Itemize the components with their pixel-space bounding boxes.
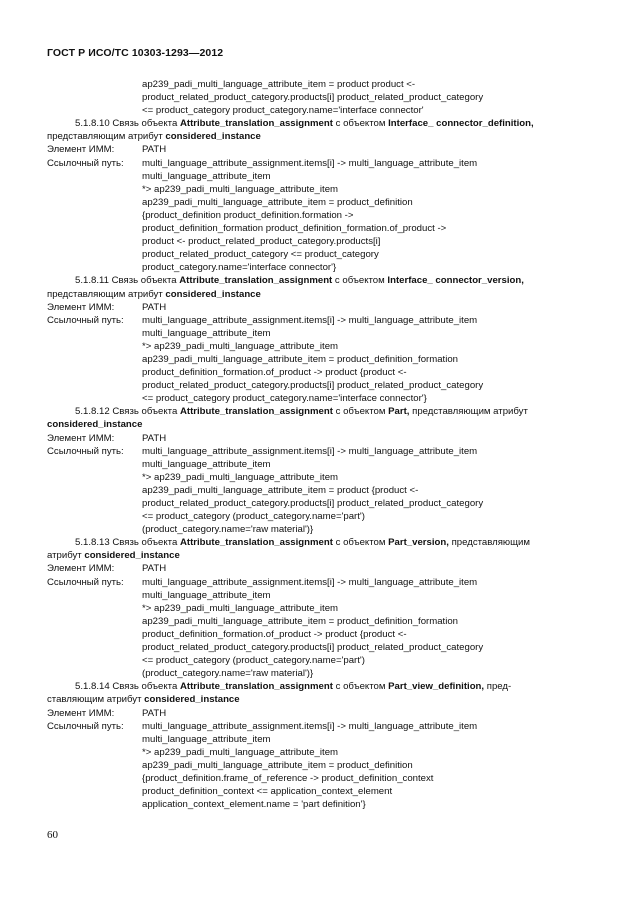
path-line: ap239_padi_multi_language_attribute_item = product_definition_formation [142,353,459,365]
section-heading: 5.1.8.12 Связь объекта Attribute_translation_assignment с объектом Part, представляющим атрибут [75,406,528,418]
section-heading-cont: представляющим атрибут considered_instance [47,288,261,300]
path-line: product_related_product_category <= product_category [142,249,379,261]
path-line: product_definition_formation.of_product -> product {product <- [142,628,407,640]
path-line: multi_language_attribute_item [142,589,271,601]
path-row: Ссылочный путь: multi_language_attribute_assignment.items[i] -> multi_language_attribute_item [47,576,478,588]
section-heading: 5.1.8.13 Связь объекта Attribute_translation_assignment с объектом Part_version, представляющим [75,537,530,549]
path-row: Ссылочный путь: multi_language_attribute_assignment.items[i] -> multi_language_attribute_item [47,157,478,169]
path-line: *> ap239_padi_multi_language_attribute_item [142,340,339,352]
path-line: product_definition_formation.of_product -> product {product <- [142,367,407,379]
section-heading-cont: ставляющим атрибут considered_instance [47,694,240,706]
path-row: Ссылочный путь: multi_language_attribute_assignment.items[i] -> multi_language_attribute_item [47,314,478,326]
path-line: product_definition_context <= application_context_element [142,786,393,798]
path-row: Ссылочный путь: multi_language_attribute_assignment.items[i] -> multi_language_attribute_item [47,720,478,732]
path-line: multi_language_attribute_item [142,733,271,745]
intro-line: product_related_product_category.products[i] product_related_product_category [142,92,484,104]
path-line: product_related_product_category.products[i] product_related_product_category [142,380,484,392]
path-line: {product_definition.frame_of_reference -> product_definition_context [142,772,434,784]
element-row: Элемент ИММ: PATH [47,301,167,313]
path-line: *> ap239_padi_multi_language_attribute_item [142,183,339,195]
element-row: Элемент ИММ: PATH [47,432,167,444]
path-line: <= product_category (product_category.name='part') [142,511,365,523]
path-line: ap239_padi_multi_language_attribute_item = product_definition_formation [142,615,459,627]
path-line: product_definition_formation product_definition_formation.of_product -> [142,223,447,235]
intro-line: ap239_padi_multi_language_attribute_item = product product <- [142,79,416,90]
path-line: *> ap239_padi_multi_language_attribute_item [142,746,339,758]
page-header: ГОСТ Р ИСО/ТС 10303-1293—2012 [47,47,224,59]
section-heading-cont: considered_instance [47,419,143,431]
path-line: multi_language_attribute_item [142,170,271,182]
path-line: *> ap239_padi_multi_language_attribute_item [142,602,339,614]
element-row: Элемент ИММ: PATH [47,707,167,719]
path-line: (product_category.name='raw material')} [142,524,314,536]
section-heading: 5.1.8.11 Связь объекта Attribute_translation_assignment с объектом Interface_ connector_version, [75,275,524,287]
intro-line: <= product_category product_category.name='interface connector' [142,105,424,117]
page-number: 60 [47,829,58,841]
path-line: (product_category.name='raw material')} [142,668,314,680]
path-line: *> ap239_padi_multi_language_attribute_item [142,471,339,483]
section-heading-cont: представляющим атрибут considered_instance [47,131,261,143]
path-row: Ссылочный путь: multi_language_attribute_assignment.items[i] -> multi_language_attribute_item [47,445,478,457]
path-line: multi_language_attribute_item [142,327,271,339]
path-line: product <- product_related_product_category.products[i] [142,236,381,248]
path-line: application_context_element.name = 'part definition'} [142,799,366,811]
path-line: <= product_category (product_category.name='part') [142,655,365,667]
element-row: Элемент ИММ: PATH [47,144,167,156]
element-row: Элемент ИММ: PATH [47,563,167,575]
path-line: <= product_category product_category.name='interface connector'} [142,393,427,405]
path-line: product_related_product_category.products[i] product_related_product_category [142,498,484,509]
path-line: multi_language_attribute_item [142,458,271,470]
path-line: ap239_padi_multi_language_attribute_item = product {product <- [142,484,419,496]
path-line: ap239_padi_multi_language_attribute_item = product_definition [142,196,413,208]
section-heading-cont: атрибут considered_instance [47,550,180,562]
section-heading: 5.1.8.14 Связь объекта Attribute_translation_assignment с объектом Part_view_definition, пред- [75,681,512,693]
path-line: {product_definition product_definition.formation -> [142,209,354,221]
document-body [47,78,587,811]
path-line: ap239_padi_multi_language_attribute_item = product_definition [142,759,413,771]
section-heading: 5.1.8.10 Связь объекта Attribute_translation_assignment с объектом Interface_ connector_definition, [75,118,534,130]
path-line: product_related_product_category.products[i] product_related_product_category [142,642,484,654]
path-line: product_category.name='interface connector'} [142,262,337,274]
